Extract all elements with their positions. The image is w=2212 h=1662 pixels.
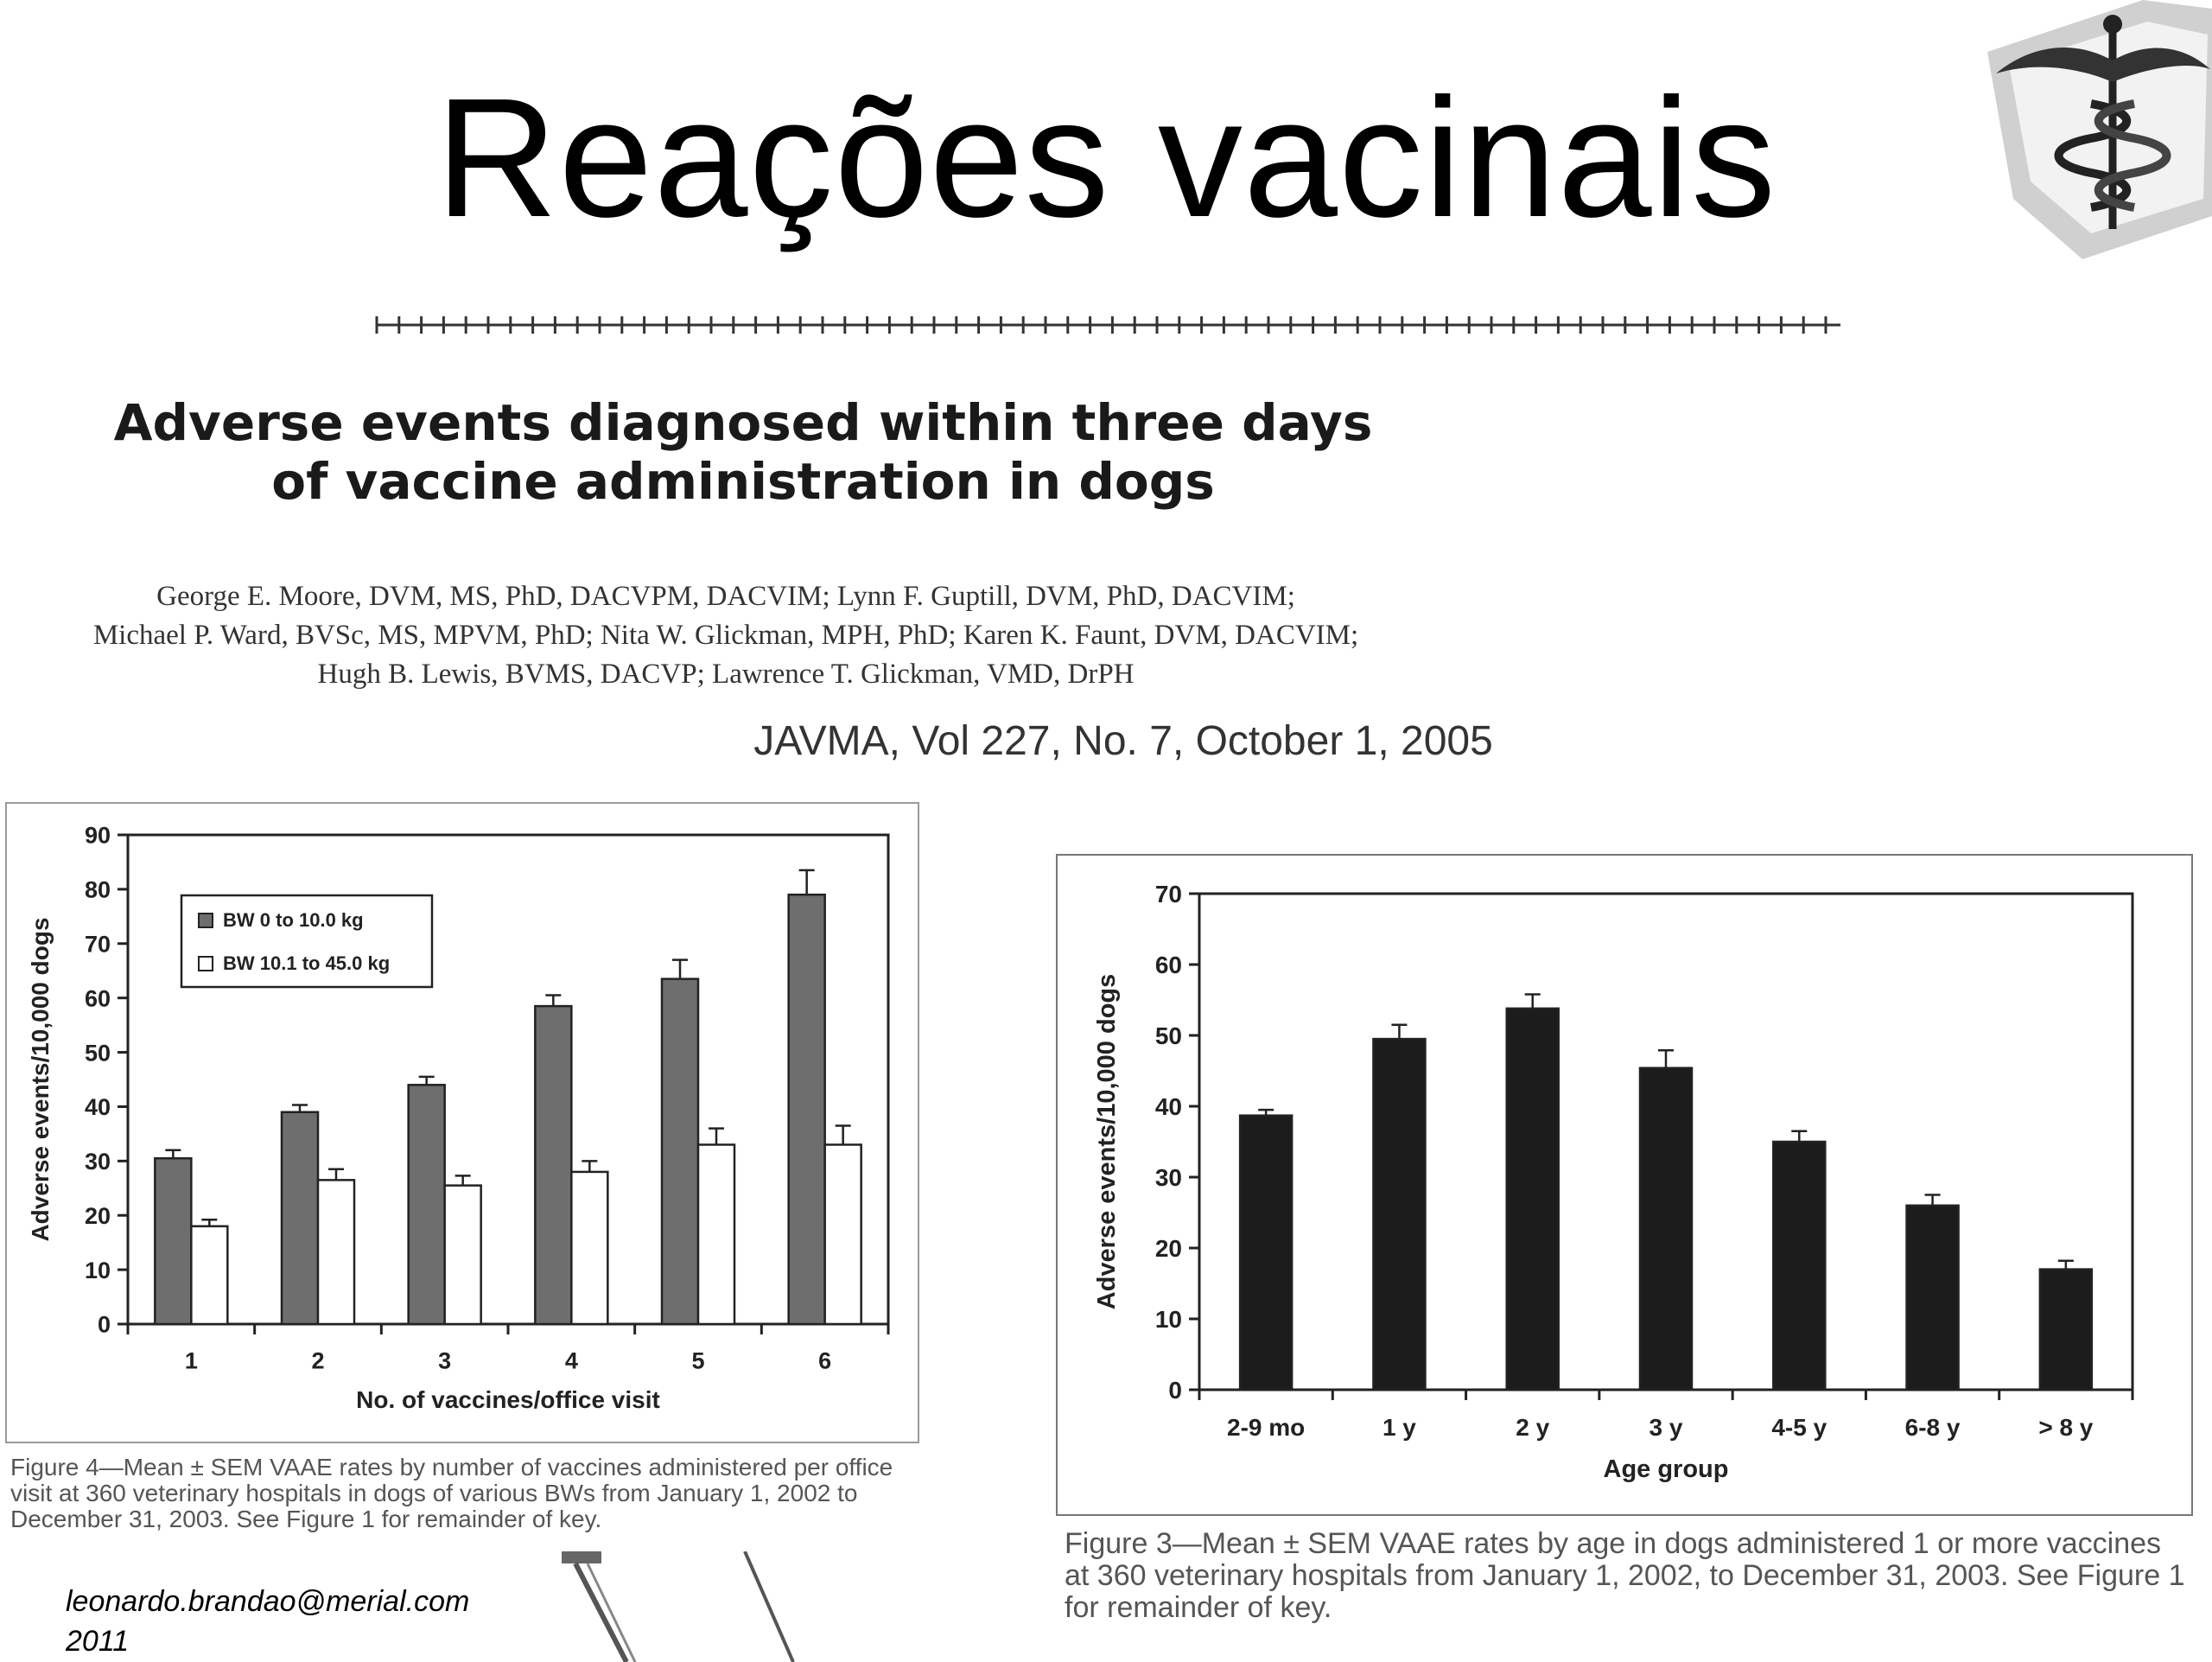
x-tick-label: 3 y xyxy=(1649,1414,1683,1442)
x-tick-label: 4-5 y xyxy=(1771,1414,1827,1442)
x-tick-label: 6 xyxy=(818,1347,832,1374)
bar xyxy=(1373,1039,1425,1390)
y-tick-label: 80 xyxy=(84,876,111,903)
authors-line-3: Hugh B. Lewis, BVMS, DACVP; Lawrence T. Glickman, VMD, DrPH xyxy=(317,659,1135,690)
y-tick-label: 30 xyxy=(1154,1164,1182,1192)
y-tick-label: 0 xyxy=(1168,1377,1182,1404)
footer-year: 2011 xyxy=(66,1625,130,1658)
bar xyxy=(789,895,825,1324)
y-tick-label: 20 xyxy=(84,1202,111,1229)
x-tick-label: 1 y xyxy=(1382,1414,1416,1442)
bar xyxy=(825,1144,861,1324)
bar xyxy=(318,1180,354,1324)
chart-vaccines-per-visit xyxy=(7,804,918,1442)
y-tick-label: 0 xyxy=(97,1311,111,1338)
title-divider xyxy=(372,311,1840,337)
authors-line-2: Michael P. Ward, BVSc, MS, MPVM, PhD; Nita W. Glickman, MPH, PhD; Karen K. Faunt, DVM, DACVIM; xyxy=(92,620,1359,651)
figure-4-caption: Figure 4—Mean ± SEM VAAE rates by number of vaccines administered per office visit at 360 veterinary hospitals in dogs of various BWs from January 1, 2002 to December 31, 2003. See Figure 1 for remainder of key. xyxy=(10,1454,893,1532)
bar xyxy=(1640,1068,1692,1390)
legend-label: BW 10.1 to 45.0 kg xyxy=(223,952,391,974)
chart-left-frame xyxy=(5,802,919,1443)
bar xyxy=(282,1112,318,1324)
authors-line-1: George E. Moore, DVM, MS, PhD, DACVPM, DACVIM; Lynn F. Guptill, DVM, PhD, DACVIM; xyxy=(156,581,1295,612)
x-tick-label: 4 xyxy=(564,1347,578,1374)
legend-swatch xyxy=(199,914,213,927)
footer-email: leonardo.brandao@merial.com xyxy=(66,1585,470,1618)
x-tick-label: 3 xyxy=(438,1347,452,1374)
y-axis-label: Adverse events/10,000 dogs xyxy=(27,917,54,1242)
x-axis-label: Age group xyxy=(1603,1455,1729,1483)
y-tick-label: 60 xyxy=(1154,952,1182,979)
bar xyxy=(571,1172,607,1324)
x-axis-label: No. of vaccines/office visit xyxy=(356,1386,660,1414)
bar xyxy=(698,1144,734,1324)
slide-title: Reações vacinais xyxy=(435,63,1777,252)
paper-authors xyxy=(35,577,1417,694)
y-tick-label: 50 xyxy=(1154,1022,1182,1050)
x-tick-label: 5 xyxy=(691,1347,705,1374)
decorative-pen-strokes xyxy=(562,1551,812,1662)
bar xyxy=(1773,1142,1825,1390)
y-tick-label: 90 xyxy=(84,822,111,849)
bar xyxy=(662,979,698,1324)
x-tick-label: 2 xyxy=(311,1347,325,1374)
y-tick-label: 40 xyxy=(84,1094,111,1121)
footer xyxy=(66,1582,469,1661)
y-tick-label: 30 xyxy=(84,1149,111,1175)
legend-label: BW 0 to 10.0 kg xyxy=(223,909,364,931)
bar xyxy=(191,1226,227,1324)
y-tick-label: 10 xyxy=(84,1257,111,1283)
bar xyxy=(1507,1009,1559,1390)
paper-title-line-2: of vaccine administration in dogs xyxy=(271,452,1215,511)
y-tick-label: 40 xyxy=(1154,1093,1182,1121)
x-tick-label: 2 y xyxy=(1516,1414,1550,1442)
x-tick-label: 2-9 mo xyxy=(1227,1414,1306,1442)
x-tick-label: > 8 y xyxy=(2038,1414,2094,1442)
legend xyxy=(181,895,432,987)
chart-age-group xyxy=(1058,856,2191,1514)
bar xyxy=(2040,1270,2092,1390)
y-tick-label: 20 xyxy=(1154,1235,1182,1263)
legend-swatch xyxy=(199,957,213,971)
chart-right-frame xyxy=(1056,854,2193,1516)
x-tick-label: 6-8 y xyxy=(1904,1414,1961,1442)
y-tick-label: 50 xyxy=(84,1040,111,1067)
y-tick-label: 70 xyxy=(84,931,111,958)
bar xyxy=(155,1158,191,1324)
bar xyxy=(1240,1116,1292,1390)
paper-title-line-1: Adverse events diagnosed within three days xyxy=(113,393,1373,452)
bar xyxy=(1907,1206,1959,1390)
y-axis-label: Adverse events/10,000 dogs xyxy=(1093,973,1121,1310)
y-tick-label: 10 xyxy=(1154,1306,1182,1334)
figure-3-caption: Figure 3—Mean ± SEM VAAE rates by age in dogs administered 1 or more vaccines at 360 veterinary hospitals from January 1, 2002, to December 31, 2003. See Figure 1 for remainder of key. xyxy=(1065,1527,2185,1624)
bar xyxy=(409,1085,445,1324)
x-tick-label: 1 xyxy=(184,1347,198,1374)
bar xyxy=(535,1006,571,1324)
y-tick-label: 70 xyxy=(1154,881,1182,908)
paper-title xyxy=(52,393,1434,511)
journal-citation: JAVMA, Vol 227, No. 7, October 1, 2005 xyxy=(753,718,1493,764)
bar xyxy=(445,1186,481,1324)
y-tick-label: 60 xyxy=(84,985,111,1012)
